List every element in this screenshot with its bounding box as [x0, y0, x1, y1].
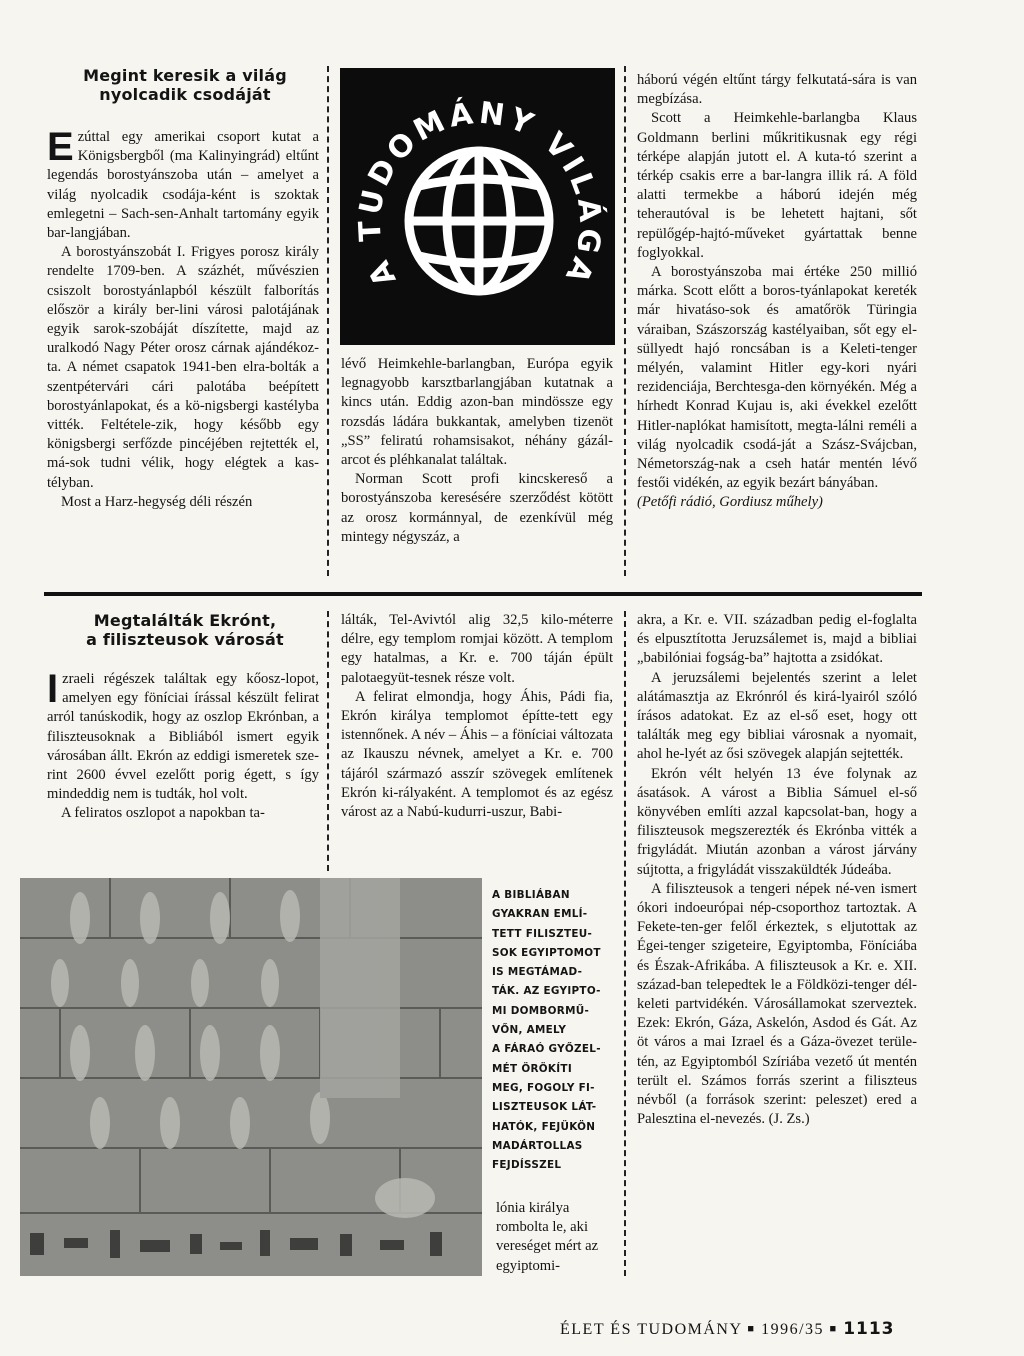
caption-line: GYAKRAN EMLÍ-: [492, 908, 588, 921]
article1-headline: [40, 66, 330, 104]
article1-headline-line2: nyolcadik csodáját: [99, 85, 271, 104]
caption-line: FEJDÍSSZEL: [492, 1159, 562, 1172]
caption-line: MI DOMBORMŰ-: [492, 1004, 590, 1017]
article1-source: (Petőfi rádió, Gordiusz műhely): [637, 494, 823, 511]
article2-column1: [47, 667, 319, 824]
article2-column2-continued: [496, 1199, 614, 1276]
caption-line: TETT FILISZTEU-: [492, 927, 593, 940]
globe-icon: [340, 68, 615, 345]
caption-line: VŐN, AMELY: [492, 1024, 567, 1037]
caption-line: SOK EGYIPTOMOT: [492, 946, 601, 959]
caption-line: A BIBLIÁBAN: [492, 889, 570, 901]
page-number: 1113: [843, 1319, 895, 1339]
article2-col3-para2: A jeruzsálemi bejelentés szerint a lelet alátámasztja az Ekrónról és kirá-lyairól szóló írásos adatokat. Ez az el-ső eset, hogy ott találták meg egy bibliai városnak a nyomait, ahol he-lyét az ősi szövegek alapján sejtették.: [637, 669, 917, 763]
page-footer: [560, 1319, 895, 1339]
caption-line: MEG, FOGOLY FI-: [492, 1081, 595, 1094]
issue-number: 1996/35: [761, 1321, 825, 1338]
article2-col2-para2: A felirat elmondja, hogy Áhis, Pádi fia, Ekrón királya templomot építte-tett egy istennőnek. A név – Áhis – a föníciai változata az Ikauszu névnek, amelyet a Kr. e. 700 tájáról származó asszír szövegek említenek Ekrón ki-rályaként. A templomot és az egész várost az a Nabú-kudurri-uszur, Babi-: [341, 688, 613, 821]
magazine-name: ÉLET ÉS TUDOMÁNY: [560, 1321, 742, 1338]
article2-col2-continued-text: lónia királya rombolta le, aki vereséget mért az egyiptomi-: [496, 1200, 599, 1274]
article2-col3-para1: akra, a Kr. e. VII. században pedig el-foglalta és elpusztította Jeruzsálemet is, majd a bibliai „babilóniai fogság-ba” hajtotta a zsidókat.: [637, 612, 917, 667]
article1-col2-para1: lévő Heimkehle-barlangban, Európa egyik legnagyobb karsztbarlangjában kutatnak a kincs után. Eddig azon-ban mindössze egy rozsdás ládára bukkantak, amelyben tizenöt „SS” feliratú rohamsisakot, néhány gázál-arcot és pléhkanalat találtak.: [341, 356, 613, 469]
article1-col1-para1: zúttal egy amerikai csoport kutat a Königsbergből (ma Kalinyingrád) eltűnt legendás borostyánszoba után – amelyet a világ nyolcadik csodája-ként is szoktak emlegetni – Sach-sen-Anhalt tartomány egyik bar-langjában.: [47, 129, 319, 242]
column-divider: [624, 611, 626, 1276]
section-divider: [44, 592, 922, 596]
relief-image: [20, 878, 482, 1276]
article1-col2-para2: Norman Scott profi kincskereső a borostyánszoba keresésére szerződést kötött az orosz kormánnyal, de ezenkívül még mintegy négyszáz, a: [341, 471, 613, 545]
tudomany-vilaga-logo: [340, 68, 615, 345]
caption-line: MÉT ÖRÖKÍTI: [492, 1062, 572, 1075]
caption-line: A FÁRAÓ GYŐZEL-: [492, 1043, 601, 1056]
article1-headline-line1: Megint keresik a világ: [83, 66, 287, 85]
article2-col1-para1: zraeli régészek találtak egy kőosz-lopot, amelyen egy föníciai írással készült felirat arról tanúskodik, hogy az oszlop Ekrónban, a filiszteusoknak a Bibliából ismert egyik városában állt. Ekrón az eddigi ismeretek sze-rint 2600 évvel ezelőtt porig égett, s így mindeddig nem is tudták, hol volt.: [47, 671, 319, 803]
caption-line: IS MEGTÁMAD-: [492, 966, 583, 979]
article1-col1-para3: Most a Harz-hegység déli részén: [61, 493, 253, 510]
separator-square-icon: ■: [829, 1323, 838, 1335]
separator-square-icon: ■: [747, 1323, 756, 1335]
article2-column2: [341, 611, 613, 822]
photo-caption: [492, 886, 614, 1175]
caption-line: MADÁRTOLLAS: [492, 1139, 583, 1152]
egyptian-relief-photo: [20, 878, 482, 1276]
article2-col1-para2: A feliratos oszlopot a napokban ta-: [61, 805, 265, 822]
caption-line: TÁK. AZ EGYIPTO-: [492, 985, 601, 998]
article2-headline: [40, 611, 330, 649]
article2-col3-para4: A filiszteusok a tengeri népek né-ven ismert ókori indoeurópai nép-csoporthoz tartoztak. A Fekete-ten-ger felől érkeztek, s eljutottak az Égei-tenger szigeteire, Egyiptomba, Föníciába és Észak-Afrikába. A filiszteusok a Kr. e. XII. század-ban telepedtek le a Földközi-tenger dél-keleti partvidékén. Városállamokat szerveztek. Ezek: Ekrón, Gáza, Askelón, Asdod és Gát. Az öt város a mai Izrael és a Gáza-övezet terüle-tén, az Egyiptomból Szíriába vezető út mentén terült el. Számos forrás szerint a filiszteus névből (a források szerint: peleszet) ered a Palesztina el-nevezés. (J. Zs.): [637, 880, 917, 1128]
logo-arc-text: A TUDOMÁNY VILÁGA: [352, 95, 608, 292]
article2-headline-line2: a filiszteusok városát: [86, 630, 284, 649]
column-divider: [327, 611, 329, 871]
article1-col3-para2: Scott a Heimkehle-barlangba Klaus Goldmann berlini műkritikusnak egy régi térképe alapján jutott el. A kuta-tó szerint a térkép csakis erre a bar-langra illik rá. A föld alatti termekbe a háború idején még teherautóval is be lehetett hajtani, sőt repülőgép-hajtó-műveket gyártattak benne foglyokkal.: [637, 110, 917, 261]
caption-line: HATÓK, FEJÜKÖN: [492, 1120, 596, 1133]
article2-dropcap: I: [47, 667, 59, 711]
column-divider: [624, 66, 626, 576]
article1-column3: [637, 71, 917, 513]
caption-line: LISZTEUSOK LÁT-: [492, 1101, 597, 1114]
article2-col3-para3: Ekrón vélt helyén 13 éve folynak az ásatások. A várost a Biblia Sámuel el-ső könyvében említi azzal kapcsolat-ban, hogy a filiszteusok megszerezték és Ekrónba vitték a frigyládát. Miután azonban a várost járvány sújtotta, a frigyládát visszaküldték Júdeába.: [637, 765, 917, 878]
article1-column1: [47, 125, 319, 512]
column-divider: [327, 66, 329, 576]
article2-column3: [637, 611, 917, 1129]
article2-col2-para1: lálták, Tel-Avivtól alig 32,5 kilo-méterre délre, egy templom romjai között. A templom egy hatalmas, a Kr. e. 700 táján épült palotaegyüt-tesnek része volt.: [341, 612, 613, 686]
article1-dropcap: E: [47, 125, 74, 169]
article1-col3-para3: A borostyánszoba mai értéke 250 millió márka. Scott előtt a boros-tyánlapokat kereték már hivatáso-sok és amatőrök Türingia váraiban, Szászország kastélyaiban, sőt egy el-süllyedt hajó roncsában is a Keleti-tenger mélyén, valamint Hitler egy-kori nyári rezidenciája, Berchtesga-den környékén. Még a hírhedt Konrad Kujau is, aki évekkel ezelőtt Hitler-naplókat hamisított, megta-lálni reméli a világ nyolcadik csodá-ját a Szász-Svájcban, Németország-nak a cseh határ mentén lévő festői vidékén, az egyik bezárt bányában.: [637, 264, 917, 492]
article1-col3-para1: háború végén eltűnt tárgy felkutatá-sára is van megbízása.: [637, 72, 917, 108]
article1-col1-para2: A borostyánszobát I. Frigyes porosz király rendelte 1709-ben. A százhét, művészien csiszolt borostyánlapból készült falborítás először a király ber-lini városi palotájának egyik sarok-szobáját díszítette, majd az uralkodó Nagy Péter orosz cárnak ajándékoz-ta. A német csapatok 1941-ben elra-bolták a szentpétervári cári palotába beépített borostyánlapokat, és a kö-nigsbergi kastélyba vitték. Feltétele-zik, hogy később egy königsbergi serfőzde pincéjében rejtették el, má-sok tudni vélik, hogy elégtek a kas-télyban.: [47, 244, 319, 491]
article1-column2: [341, 355, 613, 547]
article2-headline-line1: Megtalálták Ekrónt,: [93, 611, 277, 630]
